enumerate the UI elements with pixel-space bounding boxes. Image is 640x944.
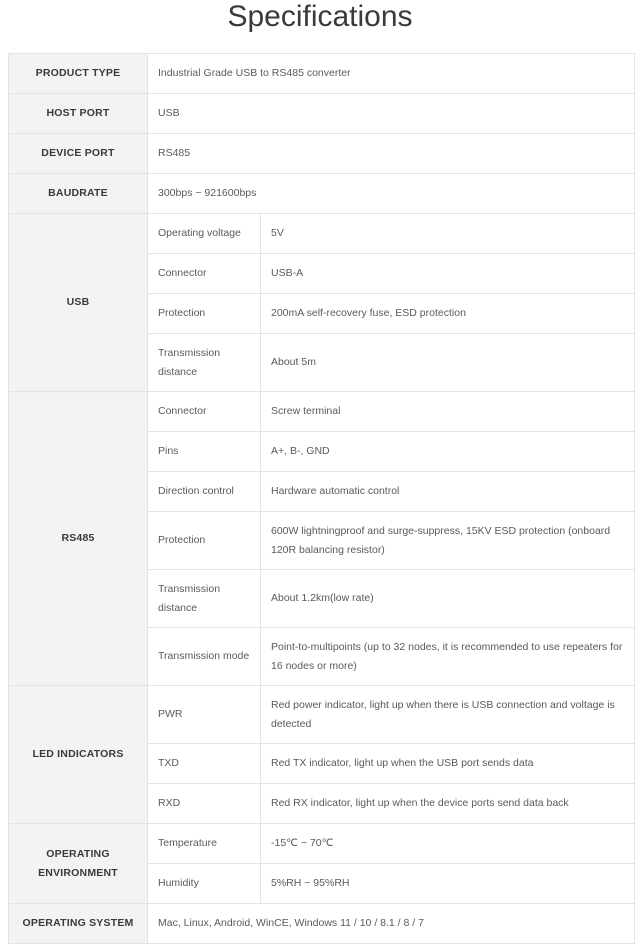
spec-subkey: Transmission distance xyxy=(148,334,261,392)
spec-value: About 5m xyxy=(261,334,635,392)
spec-subkey: Operating voltage xyxy=(148,214,261,254)
spec-group-key: LED INDICATORS xyxy=(9,686,148,824)
spec-key: DEVICE PORT xyxy=(9,134,148,174)
spec-subkey: PWR xyxy=(148,686,261,744)
spec-subkey: Pins xyxy=(148,432,261,472)
spec-value: A+, B-, GND xyxy=(261,432,635,472)
spec-subkey: Transmission distance xyxy=(148,570,261,628)
spec-value: Red TX indicator, light up when the USB port sends data xyxy=(261,744,635,784)
spec-group-key: RS485 xyxy=(9,392,148,686)
spec-value: USB xyxy=(148,94,635,134)
table-row xyxy=(9,686,635,744)
spec-table xyxy=(8,53,635,944)
spec-value: USB-A xyxy=(261,254,635,294)
spec-key: HOST PORT xyxy=(9,94,148,134)
spec-group-key: OPERATING ENVIRONMENT xyxy=(9,824,148,904)
spec-value: 5V xyxy=(261,214,635,254)
table-row xyxy=(9,134,635,174)
spec-value: Mac, Linux, Android, WinCE, Windows 11 / 10 / 8.1 / 8 / 7 xyxy=(148,904,635,944)
spec-value: -15℃ ~ 70℃ xyxy=(261,824,635,864)
table-row xyxy=(9,214,635,254)
spec-subkey: Humidity xyxy=(148,864,261,904)
spec-group-key: USB xyxy=(9,214,148,392)
spec-value: 5%RH ~ 95%RH xyxy=(261,864,635,904)
spec-value: Red RX indicator, light up when the device ports send data back xyxy=(261,784,635,824)
spec-key: OPERATING SYSTEM xyxy=(9,904,148,944)
table-row xyxy=(9,824,635,864)
spec-value: RS485 xyxy=(148,134,635,174)
table-row xyxy=(9,94,635,134)
spec-subkey: Temperature xyxy=(148,824,261,864)
spec-subkey: Protection xyxy=(148,294,261,334)
spec-value: About 1.2km(low rate) xyxy=(261,570,635,628)
spec-subkey: TXD xyxy=(148,744,261,784)
spec-value: Red power indicator, light up when there is USB connection and voltage is detected xyxy=(261,686,635,744)
spec-key: PRODUCT TYPE xyxy=(9,54,148,94)
table-row xyxy=(9,54,635,94)
spec-subkey: Protection xyxy=(148,512,261,570)
table-row xyxy=(9,392,635,432)
spec-subkey: Connector xyxy=(148,392,261,432)
table-row xyxy=(9,174,635,214)
spec-key: BAUDRATE xyxy=(9,174,148,214)
spec-value: Point-to-multipoints (up to 32 nodes, it is recommended to use repeaters for 16 nodes or more) xyxy=(261,628,635,686)
spec-value: 300bps ~ 921600bps xyxy=(148,174,635,214)
spec-subkey: Connector xyxy=(148,254,261,294)
spec-subkey: Direction control xyxy=(148,472,261,512)
spec-subkey: Transmission mode xyxy=(148,628,261,686)
spec-value: 200mA self-recovery fuse, ESD protection xyxy=(261,294,635,334)
spec-value: Screw terminal xyxy=(261,392,635,432)
spec-value: Hardware automatic control xyxy=(261,472,635,512)
spec-subkey: RXD xyxy=(148,784,261,824)
spec-value: Industrial Grade USB to RS485 converter xyxy=(148,54,635,94)
table-row xyxy=(9,904,635,944)
spec-value: 600W lightningproof and surge-suppress, 15KV ESD protection (onboard 120R balancing resistor) xyxy=(261,512,635,570)
page-title: Specifications xyxy=(227,0,413,33)
